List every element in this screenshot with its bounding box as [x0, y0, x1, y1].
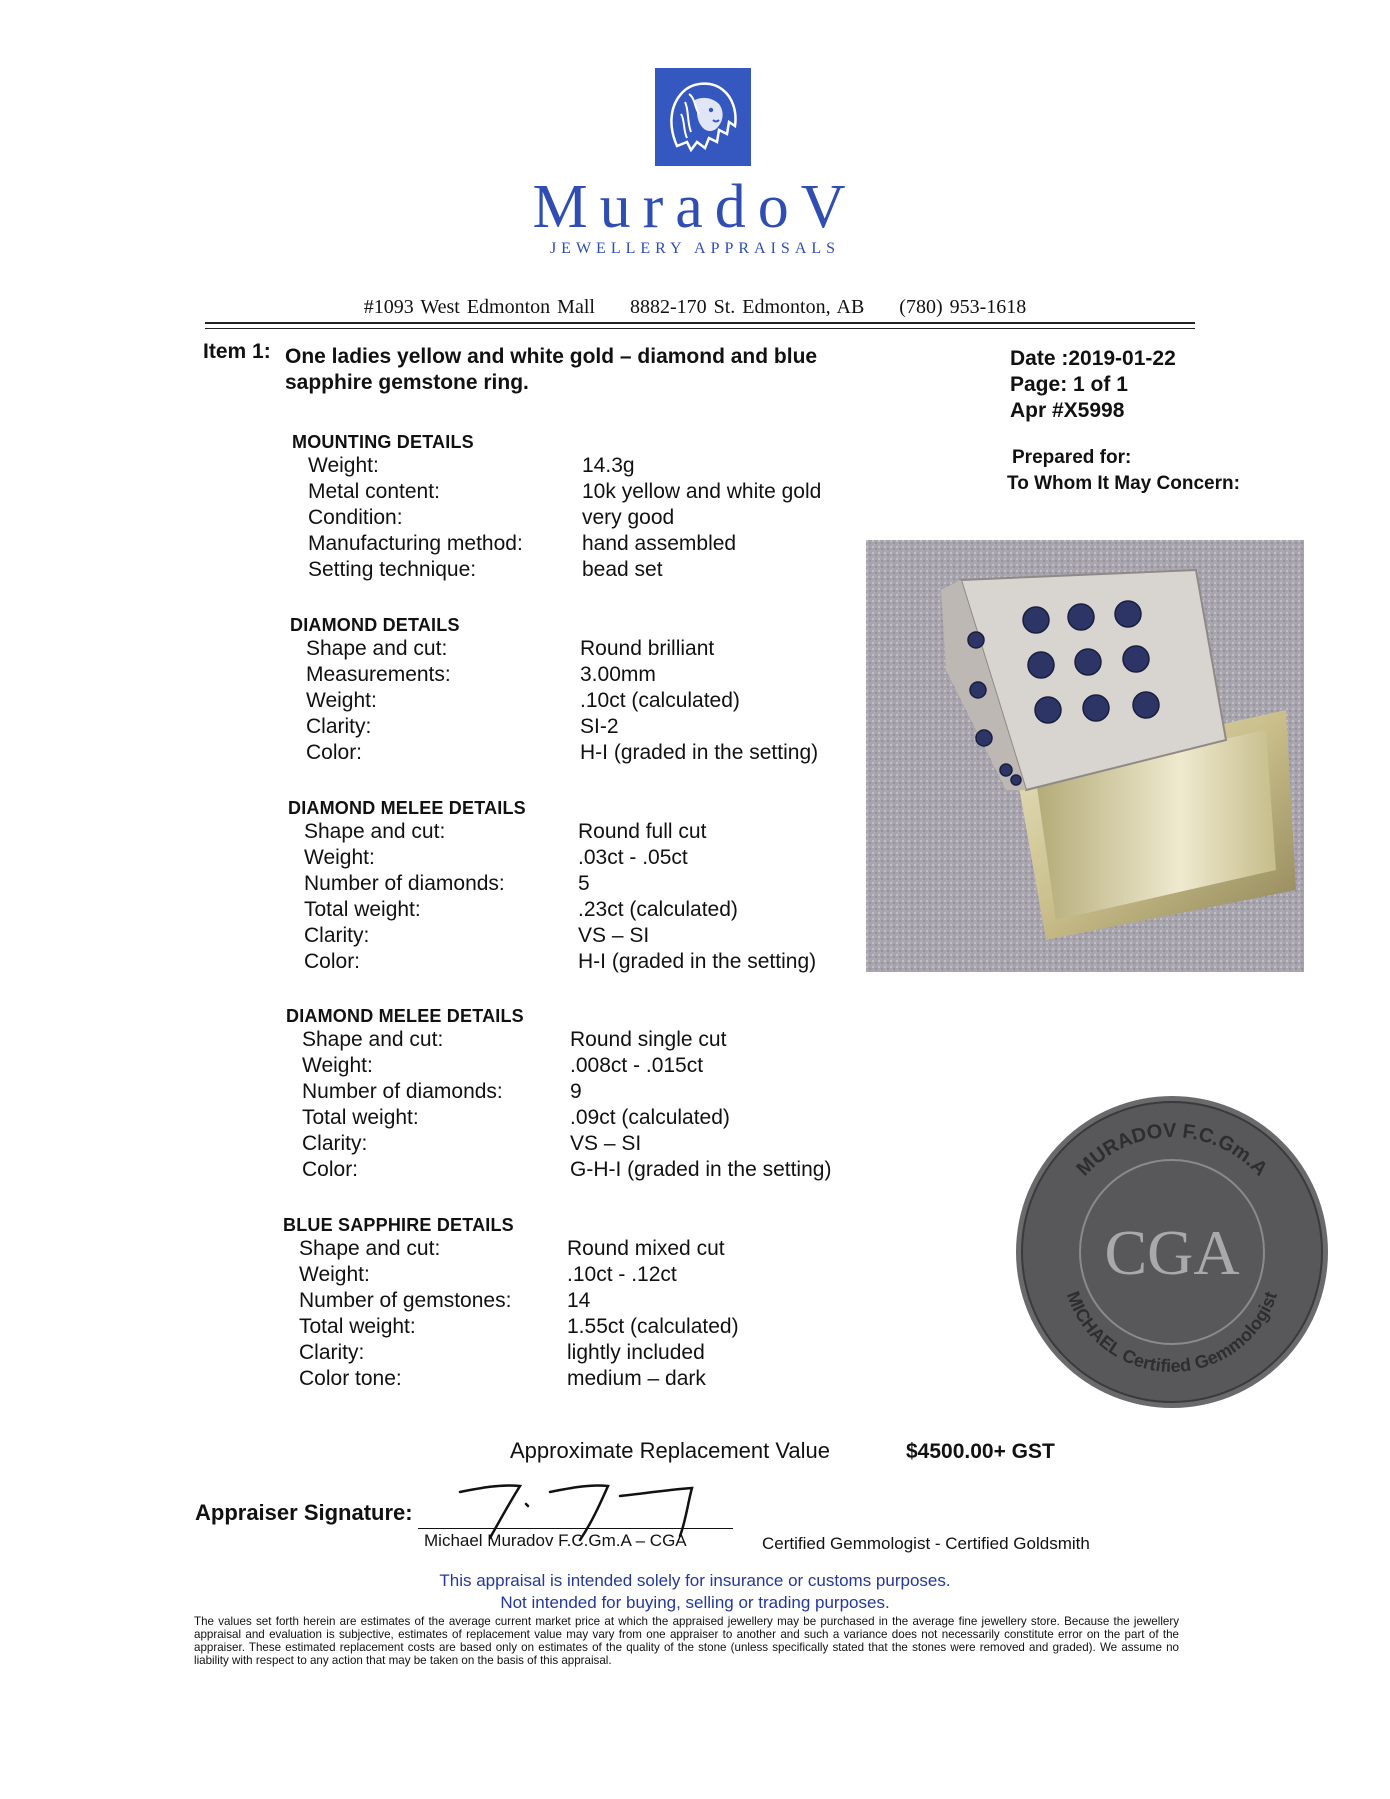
- address-line: [0, 296, 1390, 319]
- diamond-melee-details: [288, 798, 817, 976]
- phone-number: (780) 953-1618: [899, 296, 1027, 318]
- detail-row: Weight: .10ct - .12ct: [299, 1263, 677, 1286]
- appraisal-number: Apr #X5998: [1010, 399, 1125, 422]
- detail-row: Number of diamonds: 5: [304, 872, 590, 895]
- section-title: MOUNTING DETAILS: [292, 432, 474, 452]
- disclaimer: The values set forth herein are estimates of the average current market price at which the appraised jewellery may be purchased in the average fine jewellery store. Because the jewellery appraisal and evaluation is subjective, estimates of replacement value may vary from one appraiser to another and such a variance does not necessarily constitute error on the part of the appraiser. These estimated replacement costs are based only on estimates of the quality of the stone (unless specifically stated that the stones were removed and graded). We assume no liability with respect to any action that may be taken on the basis of this appraisal.: [194, 1615, 1179, 1667]
- appraiser-title: Certified Gemmologist - Certified Goldsmith: [762, 1534, 1090, 1553]
- detail-row: Shape and cut: Round full cut: [304, 820, 707, 843]
- handwritten-signature: [430, 1462, 760, 1542]
- item-description: One ladies yellow and white gold – diamond and blue sapphire gemstone ring.: [285, 345, 818, 394]
- signature-label: Appraiser Signature:: [195, 1500, 413, 1525]
- section-title: DIAMOND MELEE DETAILS: [286, 1006, 524, 1026]
- prepared-for-block: [1007, 445, 1240, 497]
- brand-name: MuradoV: [532, 173, 858, 241]
- ring-photo: [866, 540, 1304, 972]
- address-mall: #1093 West Edmonton Mall: [363, 296, 595, 318]
- detail-row: Clarity: VS – SI: [302, 1132, 642, 1155]
- lion-head-icon: [655, 68, 751, 166]
- cga-seal: [1012, 1092, 1332, 1412]
- diamond-details: [290, 615, 819, 767]
- signature-line: [418, 1528, 733, 1529]
- detail-row: Total weight: .09ct (calculated): [302, 1106, 730, 1129]
- detail-row: Color: H-I (graded in the setting): [304, 950, 817, 973]
- section-title: DIAMOND MELEE DETAILS: [288, 798, 526, 818]
- address-street: 8882-170 St. Edmonton, AB: [629, 296, 865, 318]
- detail-row: Color: G-H-I (graded in the setting): [302, 1158, 832, 1181]
- replacement-value-label: Approximate Replacement Value: [510, 1438, 830, 1463]
- seal-bottom-text: MICHAEL Certified Gemmologist: [1062, 1288, 1282, 1377]
- section-title: BLUE SAPPHIRE DETAILS: [283, 1215, 514, 1235]
- brand-subtitle: JEWELLERY APPRAISALS: [549, 240, 841, 257]
- detail-row: Shape and cut: Round mixed cut: [299, 1237, 725, 1260]
- appraiser-name: Michael Muradov F.C.Gm.A – CGA: [424, 1531, 687, 1550]
- appraisal-meta: [1010, 346, 1176, 424]
- detail-row: Total weight: 1.55ct (calculated): [299, 1315, 739, 1338]
- prepared-for-label: Prepared for:: [1012, 447, 1132, 468]
- detail-row: Color: H-I (graded in the setting): [306, 741, 819, 764]
- detail-row: Clarity: SI-2: [306, 715, 619, 738]
- detail-row: Measurements: 3.00mm: [306, 663, 656, 686]
- detail-row: Clarity: lightly included: [299, 1341, 705, 1364]
- detail-row: Weight: .03ct - .05ct: [304, 846, 688, 869]
- detail-row: Metal content: 10k yellow and white gold: [308, 480, 822, 503]
- detail-row: Weight: 14.3g: [308, 454, 635, 477]
- seal-center-text: CGA: [1104, 1217, 1240, 1288]
- purpose-note-2: Not intended for buying, selling or trading purposes.: [500, 1593, 890, 1612]
- prepared-for-recipient: To Whom It May Concern:: [1007, 473, 1240, 494]
- section-title: DIAMOND DETAILS: [290, 615, 460, 635]
- detail-row: Number of gemstones: 14: [299, 1289, 591, 1312]
- page-number: Page: 1 of 1: [1010, 373, 1128, 396]
- detail-row: Manufacturing method: hand assembled: [308, 532, 737, 555]
- blue-sapphire-details: [283, 1215, 739, 1393]
- header-divider-thin: [205, 328, 1195, 329]
- detail-row: Weight: .008ct - .015ct: [302, 1054, 704, 1077]
- detail-row: Setting technique: bead set: [308, 558, 663, 581]
- detail-row: Shape and cut: Round single cut: [302, 1028, 727, 1051]
- purpose-note: This appraisal is intended solely for insurance or customs purposes.: [439, 1571, 951, 1590]
- replacement-value-amount: $4500.00+ GST: [906, 1440, 1055, 1463]
- diamond-melee-details-2: [286, 1006, 832, 1184]
- detail-row: Weight: .10ct (calculated): [306, 689, 740, 712]
- item-label: Item 1:: [203, 340, 271, 363]
- detail-row: Shape and cut: Round brilliant: [306, 637, 715, 660]
- detail-row: Clarity: VS – SI: [304, 924, 650, 947]
- header-divider: [205, 322, 1195, 324]
- detail-row: Total weight: .23ct (calculated): [304, 898, 738, 921]
- detail-row: Condition: very good: [308, 506, 675, 529]
- detail-row: Number of diamonds: 9: [302, 1080, 582, 1103]
- appraisal-date: Date :2019-01-22: [1010, 347, 1176, 370]
- seal-top-text: MURADOV F.C.Gm.A: [1072, 1119, 1272, 1181]
- detail-row: Color tone: medium – dark: [299, 1367, 706, 1390]
- mounting-details: [292, 432, 822, 584]
